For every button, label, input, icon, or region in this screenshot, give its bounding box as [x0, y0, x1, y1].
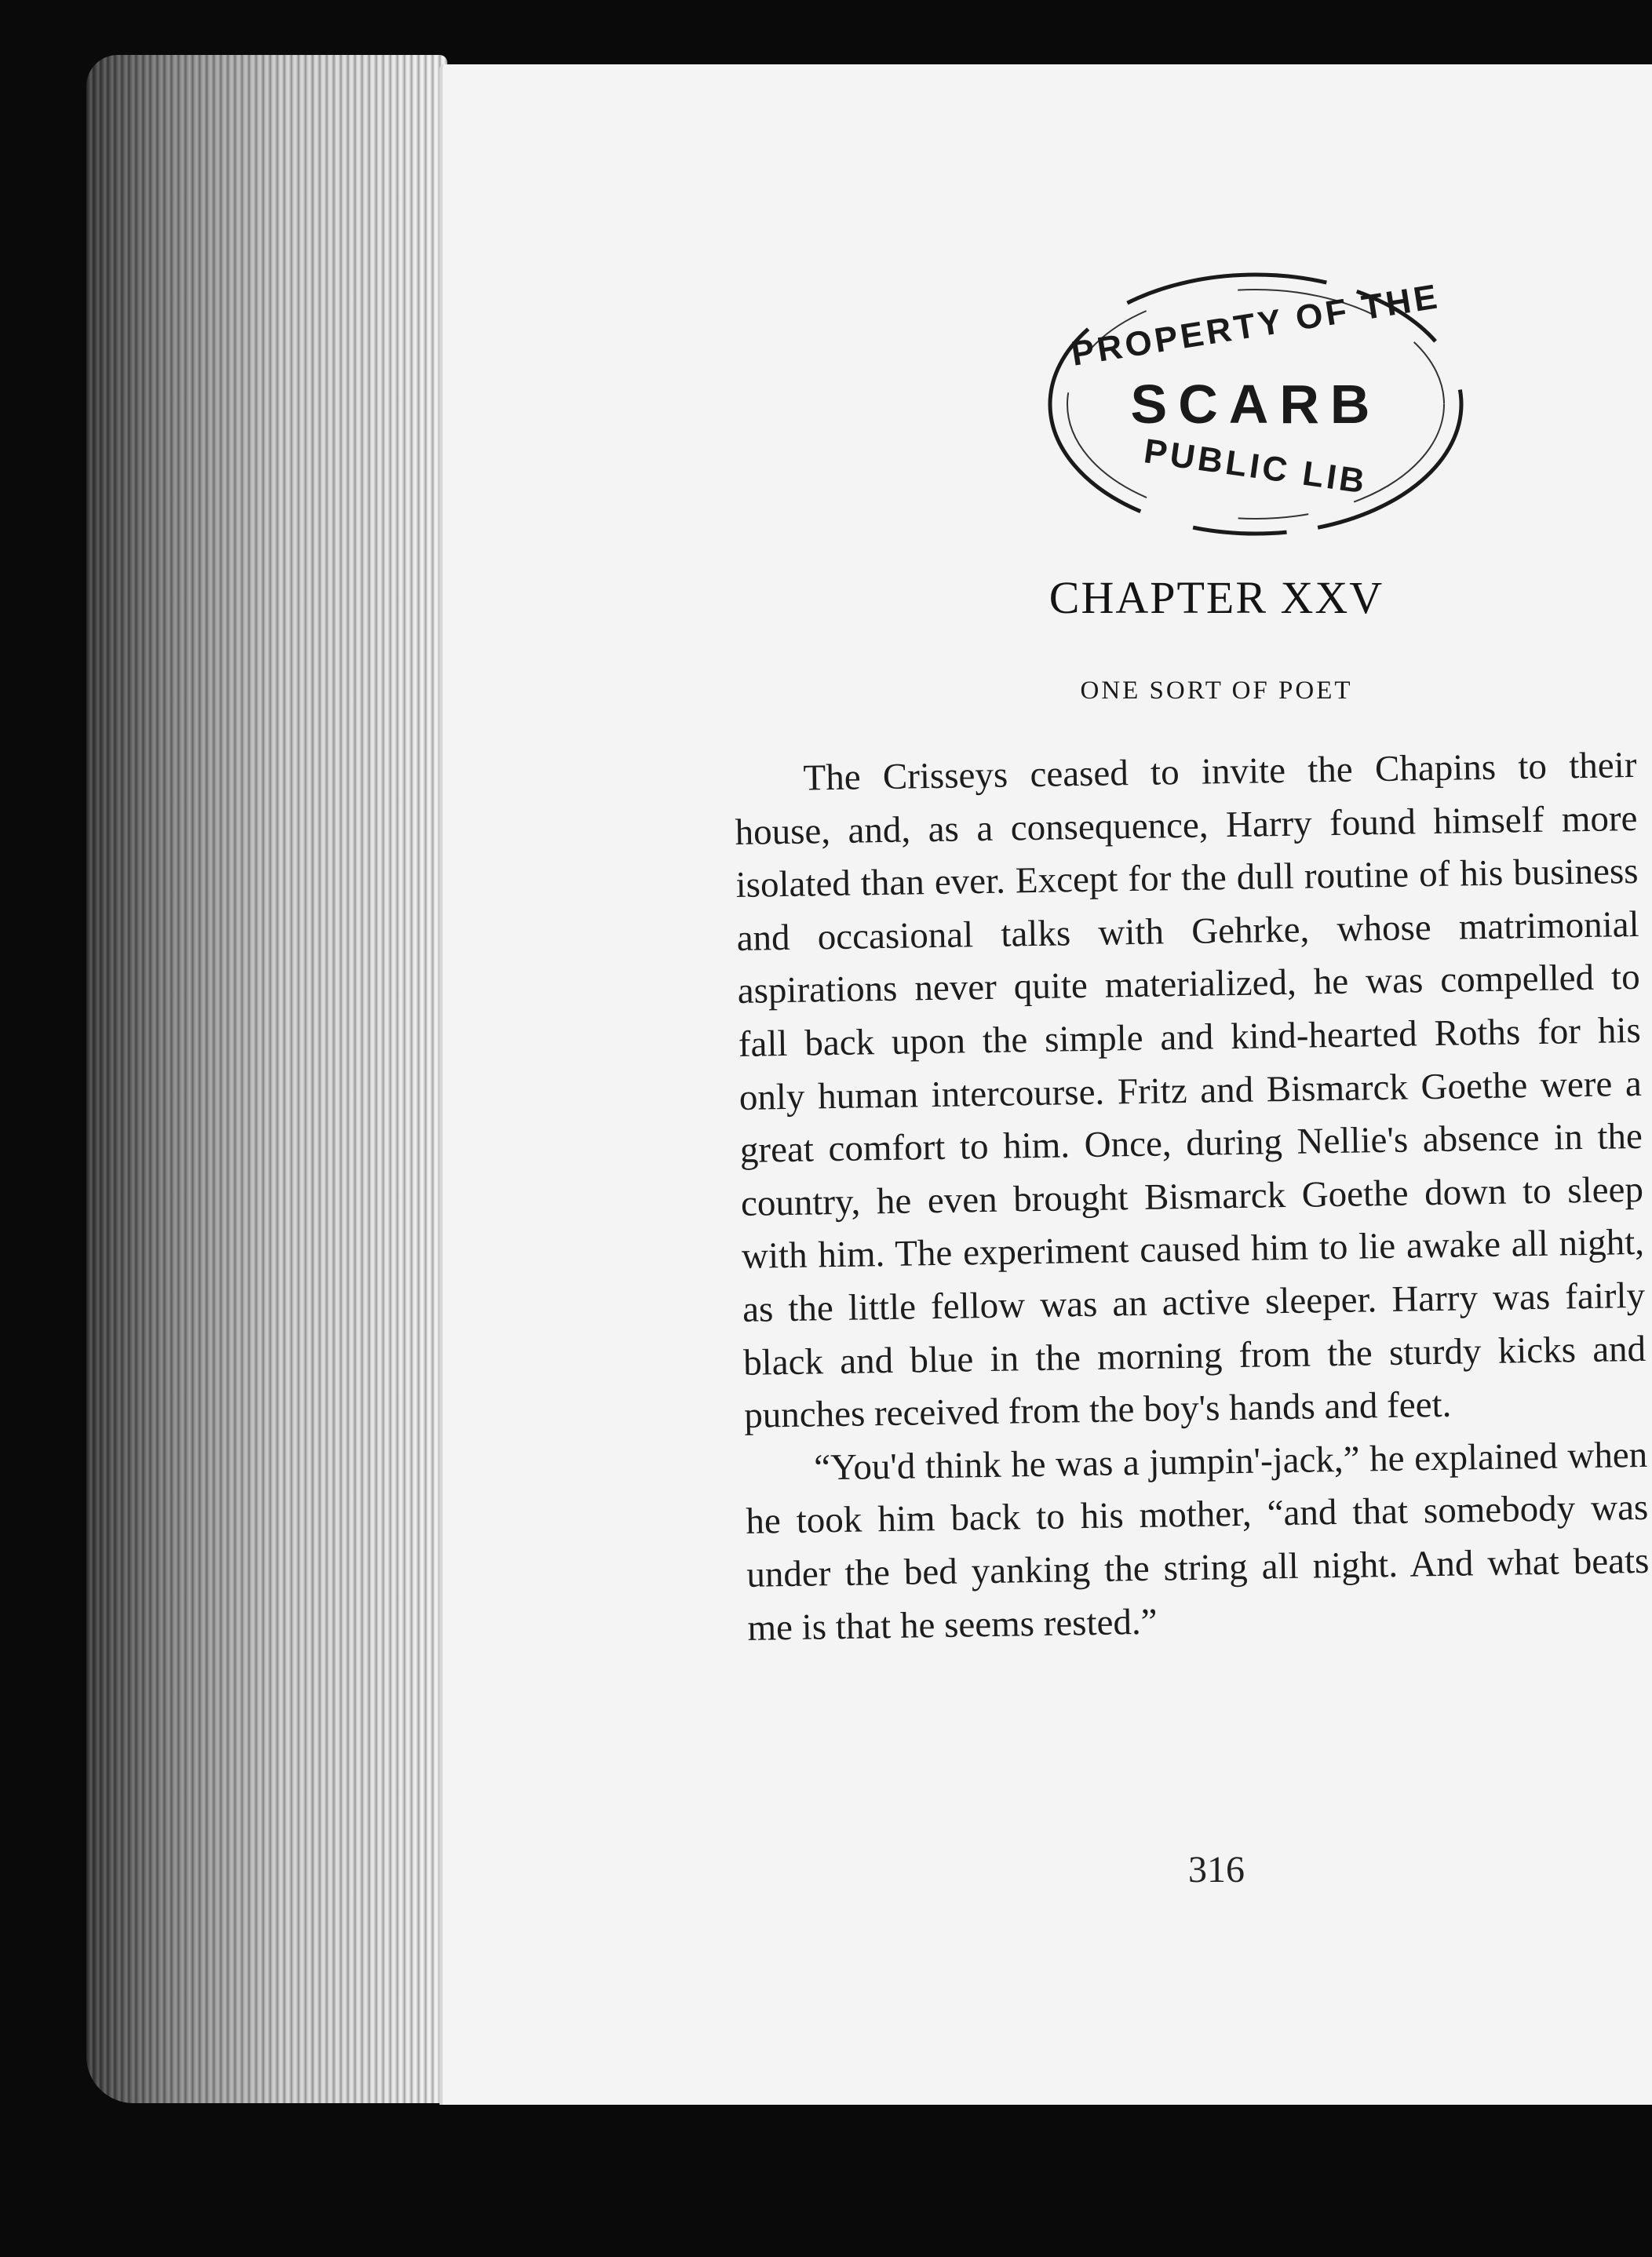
stamp-text-middle: SCARB	[1130, 374, 1381, 435]
library-stamp	[1036, 259, 1475, 549]
stamp-text-bottom: PUBLIC LIB	[1141, 432, 1370, 501]
stamp-text-top: PROPERTY OF THE	[1068, 277, 1443, 374]
page-number: 316	[1188, 1849, 1245, 1891]
chapter-title: CHAPTER XXV	[1048, 572, 1384, 623]
chapter-subtitle: ONE SORT OF POET	[1080, 676, 1353, 705]
paragraph-2: “You'd think he was a jumpin'-jack,” he explained when he took him back to his mother, “and that somebody was under the bed yanking the string all night. And what beats me is that he seems rested.”	[745, 1434, 1650, 1649]
chapter-body	[734, 739, 1650, 1655]
book-page-edges	[86, 55, 447, 2103]
paragraph-1: The Crisseys ceased to invite the Chapins to their house, and, as a consequence, Harry found himself more isolated than ever. Except for the dull routine of his business and occasional talks with Gehrke, whose matrimonial aspirations never quite materialized, he was compelled to fall back upon the simple and kind-hearted Roths for his only human intercourse. Fritz and Bismarck Goethe were a great comfort to him. Once, during Nellie's absence in the country, he even brought Bismarck Goethe down to sleep with him. The experiment caused him to lie awake all night, as the little fellow was an active sleeper. Harry was fairly black and blue in the morning from the sturdy kicks and punches received from the boy's hands and feet.	[735, 744, 1647, 1437]
